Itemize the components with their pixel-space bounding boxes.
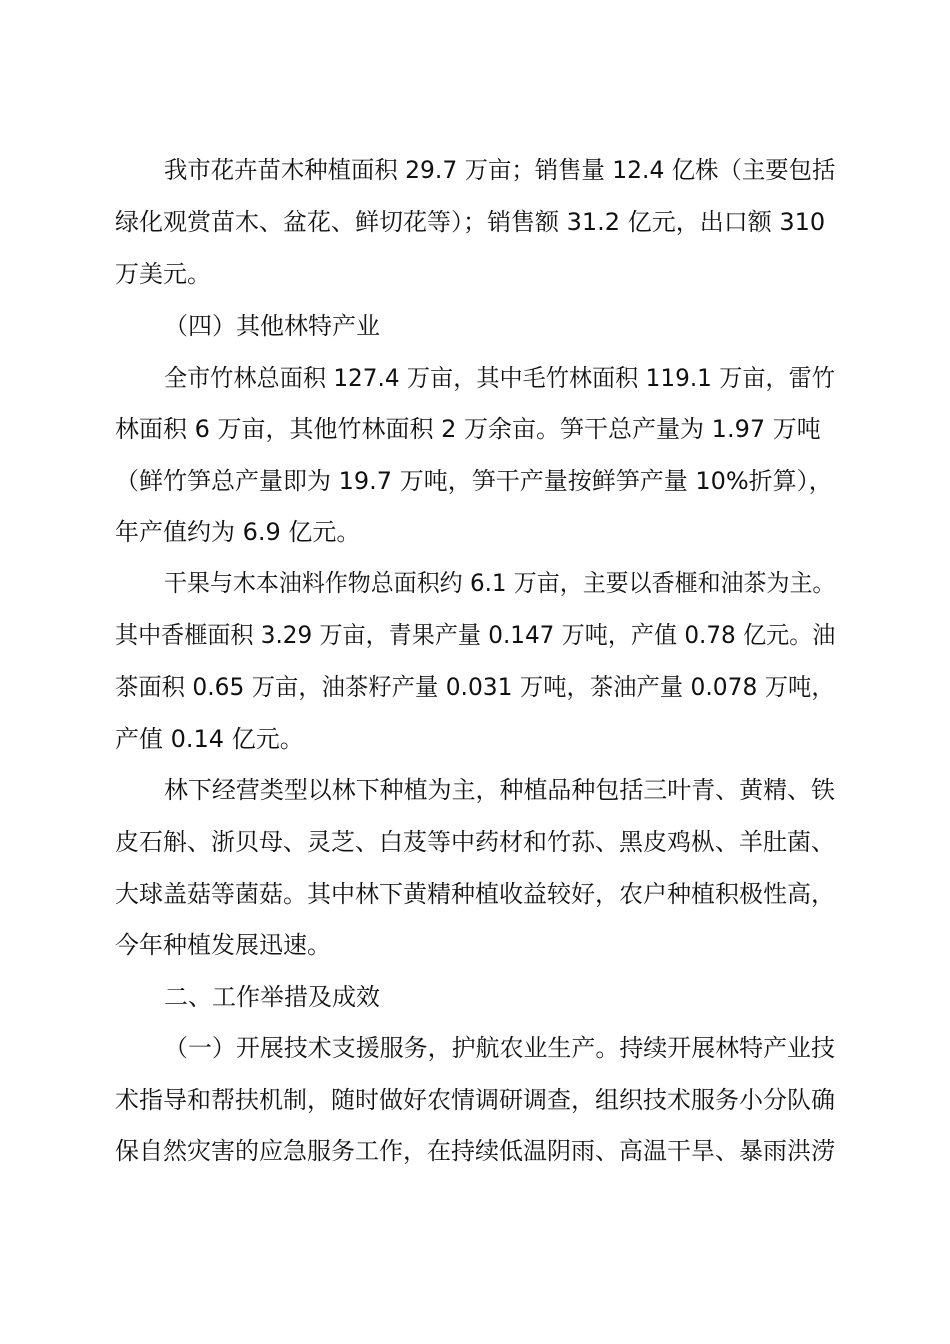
- paragraph-line: 林面积 6 万亩，其他竹林面积 2 万余亩。笋干总产量为 1.97 万吨: [115, 415, 821, 443]
- paragraph-line: （一）开展技术支援服务，护航农业生产。持续开展林特产业技: [164, 1034, 835, 1062]
- paragraph-line: 林下经营类型以林下种植为主，种植品种包括三叶青、黄精、铁: [164, 776, 835, 804]
- section-heading: 二、工作举措及成效: [164, 983, 380, 1011]
- paragraph-line: 万美元。: [115, 260, 211, 288]
- paragraph-line: 其中香榧面积 3.29 万亩，青果产量 0.147 万吨，产值 0.78 亿元。油: [115, 621, 836, 649]
- paragraph-line: 保自然灾害的应急服务工作，在持续低温阴雨、高温干旱、暴雨洪涝: [115, 1137, 835, 1165]
- paragraph-line: 术指导和帮扶机制，随时做好农情调研调查，组织技术服务小分队确: [115, 1086, 835, 1114]
- paragraph-line: 大球盖菇等菌菇。其中林下黄精种植收益较好，农户种植积极性高，: [115, 880, 835, 908]
- paragraph-line: 年产值约为 6.9 亿元。: [115, 518, 361, 546]
- paragraph-line: 干果与木本油料作物总面积约 6.1 万亩，主要以香榧和油茶为主。: [164, 569, 836, 597]
- paragraph-line: 产值 0.14 亿元。: [115, 725, 304, 753]
- section-heading: （四）其他林特产业: [164, 312, 380, 340]
- paragraph-line: 全市竹林总面积 127.4 万亩，其中毛竹林面积 119.1 万亩，雷竹: [164, 364, 835, 392]
- paragraph-line: 今年种植发展迅速。: [115, 931, 331, 959]
- paragraph-line: 我市花卉苗木种植面积 29.7 万亩；销售量 12.4 亿株（主要包括: [164, 156, 836, 184]
- paragraph-line: 茶面积 0.65 万亩，油茶籽产量 0.031 万吨，茶油产量 0.078 万吨，: [115, 673, 835, 701]
- paragraph-line: 皮石斛、浙贝母、灵芝、白芨等中药材和竹荪、黑皮鸡枞、羊肚菌、: [115, 828, 835, 856]
- paragraph-line: 绿化观赏苗木、盆花、鲜切花等）；销售额 31.2 亿元，出口额 310: [115, 208, 826, 236]
- paragraph-line: （鲜竹笋总产量即为 19.7 万吨，笋干产量按鲜笋产量 10%折算），: [115, 467, 833, 495]
